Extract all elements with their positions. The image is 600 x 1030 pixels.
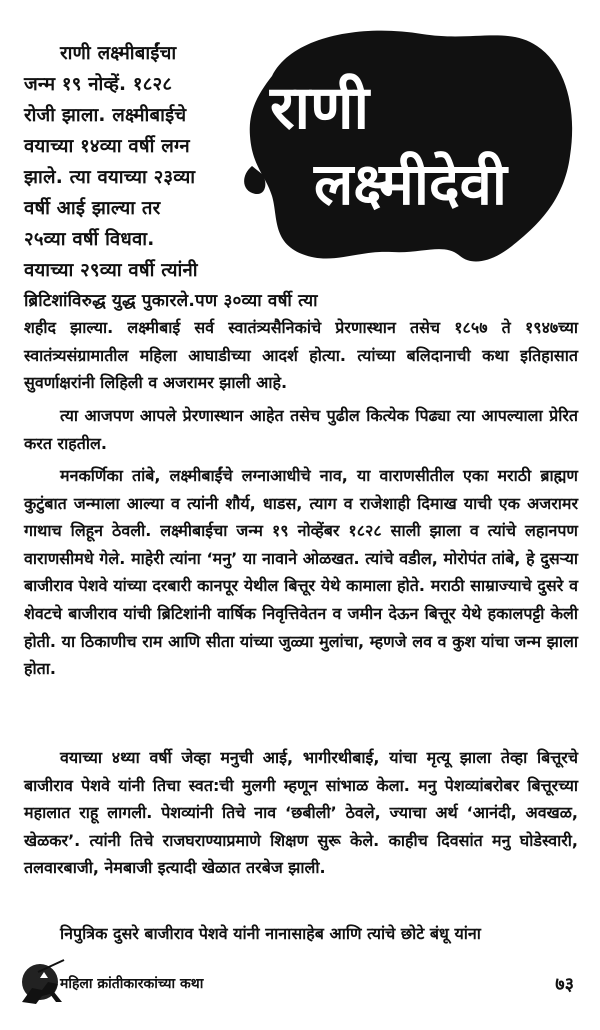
- body-paragraph: शहीद झाल्या. लक्ष्मीबाई सर्व स्वातंत्र्यसैनिकांचे प्रेरणास्थान तसेच १८५७ ते १९४७च्या स्वातंत्र्यसंग्रामातील महिला आघाडीच्या आदर्श होत्या. त्यांच्या बलिदानाची कथा इतिहासात सुवर्णाक्षरांनी लिहिली व अजरामर झाली आहे.: [24, 318, 578, 393]
- book-title: महिला क्रांतीकारकांच्या कथा: [60, 976, 204, 992]
- page-number: ७३: [555, 974, 574, 995]
- intro-line: वयाच्या १४व्या वर्षी लग्न: [24, 136, 190, 157]
- intro-line: २५व्या वर्षी विधवा.: [24, 229, 155, 250]
- title-line-2: लक्ष्मीदेवी: [314, 150, 507, 218]
- intro-line: झाले. त्या वयाच्या २३व्या: [24, 167, 196, 188]
- intro-line: ब्रिटिशांविरुद्ध युद्ध पुकारले.पण ३०व्या वर्षी त्या: [24, 291, 318, 311]
- intro-line: वर्षी आई झाल्या तर: [24, 198, 161, 219]
- body-paragraph: निपुत्रिक दुसरे बाजीराव पेशवे यांनी नानासाहेब आणि त्यांचे छोटे बंधू यांना: [60, 924, 481, 943]
- body-paragraph: वयाच्या ४थ्या वर्षी जेव्हा मनुची आई, भागीरथीबाई, यांचा मृत्यू झाला तेव्हा बित्तूरचे बाजीराव पेशवे यांनी तिचा स्वत:ची मुलगी म्हणून सांभाळ केला. मनु पेशव्यांबरोबर बित्तूरच्या महालात राहू लागली. पेशव्यांनी तिचे नाव ‘छबीली’ ठेवले, ज्याचा अर्थ ‘आनंदी, अवखळ, खेळकर’. त्यांनी तिचे राजघराण्याप्रमाणे शिक्षण सुरू केले. काहीच दिवसांत मनु घोडेस्वारी, तलवारबाजी, नेमबाजी इत्यादी खेळात तरबेज झाली.: [24, 748, 578, 878]
- intro-line: राणी लक्ष्मीबाईंचा: [60, 43, 177, 64]
- intro-line: रोजी झाला. लक्ष्मीबाईचे: [24, 105, 187, 126]
- title-artwork: [232, 16, 580, 278]
- ink-blob: [250, 31, 572, 262]
- page-footer: [18, 958, 582, 1008]
- intro-line: वयाच्या २९व्या वर्षी त्यांनी: [24, 260, 198, 281]
- body-paragraph: मनकर्णिका तांबे, लक्ष्मीबाईंचे लग्नाआधीचे नाव, या वाराणसीतील एका मराठी ब्राह्मण कुटुंबात जन्माला आल्या व त्यांनी शौर्य, धाडस, त्याग व राजेशाही दिमाख याची एक अजरामर गाथाच लिहून ठेवली. लक्ष्मीबाईचा जन्म १९ नोव्हेंबर १८२८ साली झाला व त्यांचे लहानपण वाराणसीमधे गेले. माहेरी त्यांना ‘मनु’ या नावाने ओळखत. त्यांचे वडील, मोरोपंत तांबे, हे दुसऱ्या बाजीराव पेशवे यांच्या दरबारी कानपूर येथील बित्तूर येथे कामाला होते. मराठी साम्राज्याचे दुसरे व शेवटचे बाजीराव यांची ब्रिटिशांनी वार्षिक निवृत्तिवेतन व जमीन देऊन बित्तूर येथे हकालपट्टी केली होती. या ठिकाणीच राम आणि सीता यांच्या जुळ्या मुलांचा, म्हणजे लव व कुश यांचा जन्म झाला होता.: [24, 466, 578, 679]
- title-line-1: राणी: [270, 73, 369, 143]
- body-paragraph: त्या आजपण आपले प्रेरणास्थान आहेत तसेच पुढील कित्येक पिढ्या त्या आपल्याला प्रेरित करत राहतील.: [24, 406, 578, 453]
- intro-line: जन्म १९ नोव्हें. १८२८: [24, 74, 173, 95]
